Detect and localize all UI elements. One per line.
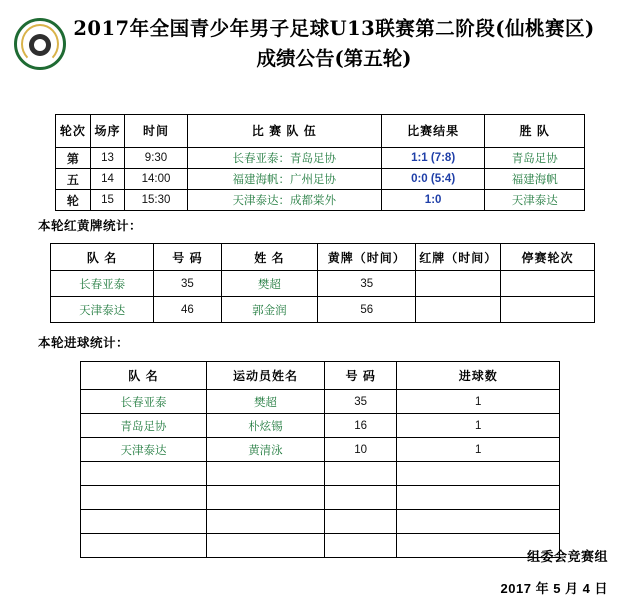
- table-row: [81, 414, 560, 438]
- goals-player-6: [206, 510, 324, 534]
- cards-ban-2: [501, 297, 595, 323]
- goals-team-1: 长春亚泰: [81, 390, 207, 414]
- results-time-2: 14:00: [125, 169, 187, 190]
- cards-yellow-1: 35: [318, 271, 416, 297]
- table-row: [56, 190, 585, 211]
- goals-count-1: 1: [397, 390, 560, 414]
- table-row: [56, 169, 585, 190]
- goals-player-4: [206, 462, 324, 486]
- goals-col-player: 运动员姓名: [206, 362, 324, 390]
- results-order-2: 14: [90, 169, 125, 190]
- table-row: [56, 148, 585, 169]
- goals-number-7: [324, 534, 396, 558]
- cards-col-team: 队 名: [51, 244, 154, 271]
- cards-header-row: [51, 244, 595, 271]
- cards-col-number: 号 码: [154, 244, 222, 271]
- cards-col-ban: 停赛轮次: [501, 244, 595, 271]
- goals-number-3: 10: [324, 438, 396, 462]
- cards-name-1: 樊超: [221, 271, 317, 297]
- goals-col-goals: 进球数: [397, 362, 560, 390]
- document-title-line2: 成绩公告(第五轮): [256, 47, 412, 70]
- goals-table-container: [80, 361, 560, 558]
- table-row: [81, 438, 560, 462]
- cards-number-1: 35: [154, 271, 222, 297]
- goals-section-caption: 本轮进球统计：: [38, 336, 130, 350]
- cards-yellow-2: 56: [318, 297, 416, 323]
- results-teams-3: 天津泰达：成都棠外: [187, 190, 381, 211]
- results-col-winner: 胜 队: [485, 115, 585, 148]
- results-winner-2: 福建海帆: [485, 169, 585, 190]
- cards-col-yellow: 黄牌（时间）: [318, 244, 416, 271]
- cards-table: [50, 243, 595, 323]
- results-col-time: 时间: [125, 115, 187, 148]
- results-winner-1: 青岛足协: [485, 148, 585, 169]
- results-col-teams: 比 赛 队 伍: [187, 115, 381, 148]
- goals-number-1: 35: [324, 390, 396, 414]
- results-col-order: 场序: [90, 115, 125, 148]
- results-winner-3: 天津泰达: [485, 190, 585, 211]
- goals-number-6: [324, 510, 396, 534]
- document-header: [0, 0, 640, 74]
- goals-team-7: [81, 534, 207, 558]
- goals-col-team: 队 名: [81, 362, 207, 390]
- cards-red-1: [416, 271, 501, 297]
- cards-team-1: 长春亚泰: [51, 271, 154, 297]
- goals-table: [80, 361, 560, 558]
- goals-count-5: [397, 486, 560, 510]
- results-round-char-1: 第: [56, 148, 91, 169]
- cards-ban-1: [501, 271, 595, 297]
- goals-player-7: [206, 534, 324, 558]
- goals-count-3: 1: [397, 438, 560, 462]
- results-table-container: [55, 114, 585, 211]
- table-row: [81, 486, 560, 510]
- goals-player-3: 黄清泳: [206, 438, 324, 462]
- results-score-1: 1:1 (7:8): [381, 148, 485, 169]
- cards-name-2: 郭金润: [221, 297, 317, 323]
- signature-date: 2017 年 5 月 4 日: [500, 581, 608, 596]
- results-score-3: 1:0: [381, 190, 485, 211]
- table-row: [81, 390, 560, 414]
- results-teams-1: 长春亚泰：青岛足协: [187, 148, 381, 169]
- cards-team-2: 天津泰达: [51, 297, 154, 323]
- results-time-3: 15:30: [125, 190, 187, 211]
- table-row: [81, 462, 560, 486]
- goals-col-number: 号 码: [324, 362, 396, 390]
- cards-table-container: [50, 243, 595, 323]
- goals-player-2: 朴炫锡: [206, 414, 324, 438]
- table-row: [51, 271, 595, 297]
- results-time-1: 9:30: [125, 148, 187, 169]
- results-order-1: 13: [90, 148, 125, 169]
- goals-team-5: [81, 486, 207, 510]
- goals-team-3: 天津泰达: [81, 438, 207, 462]
- goals-header-row: [81, 362, 560, 390]
- title-block: [66, 14, 622, 74]
- results-round-char-2: 五: [56, 169, 91, 190]
- goals-count-6: [397, 510, 560, 534]
- goals-player-5: [206, 486, 324, 510]
- goals-player-1: 樊超: [206, 390, 324, 414]
- cards-col-name: 姓 名: [221, 244, 317, 271]
- results-col-score: 比赛结果: [381, 115, 485, 148]
- table-row: [81, 510, 560, 534]
- signature-organization: 组委会竞赛组: [526, 549, 608, 564]
- goals-count-2: 1: [397, 414, 560, 438]
- table-row: [51, 297, 595, 323]
- results-order-3: 15: [90, 190, 125, 211]
- cards-col-red: 红牌（时间）: [416, 244, 501, 271]
- cards-number-2: 46: [154, 297, 222, 323]
- goals-count-4: [397, 462, 560, 486]
- football-icon: [29, 34, 51, 56]
- goals-team-6: [81, 510, 207, 534]
- results-table: [55, 114, 585, 211]
- goals-team-4: [81, 462, 207, 486]
- cards-section-caption: 本轮红黄牌统计：: [38, 219, 143, 233]
- cards-red-2: [416, 297, 501, 323]
- results-header-row: [56, 115, 585, 148]
- goals-team-2: 青岛足协: [81, 414, 207, 438]
- goals-number-5: [324, 486, 396, 510]
- results-round-char-3: 轮: [56, 190, 91, 211]
- goals-number-4: [324, 462, 396, 486]
- results-score-2: 0:0 (5:4): [381, 169, 485, 190]
- goals-number-2: 16: [324, 414, 396, 438]
- results-teams-2: 福建海帆：广州足协: [187, 169, 381, 190]
- document-title-line1: 2017年全国青少年男子足球U13联赛第二阶段(仙桃赛区): [73, 17, 595, 40]
- results-col-round: 轮次: [56, 115, 91, 148]
- table-row: [81, 534, 560, 558]
- tournament-logo-icon: [14, 18, 66, 70]
